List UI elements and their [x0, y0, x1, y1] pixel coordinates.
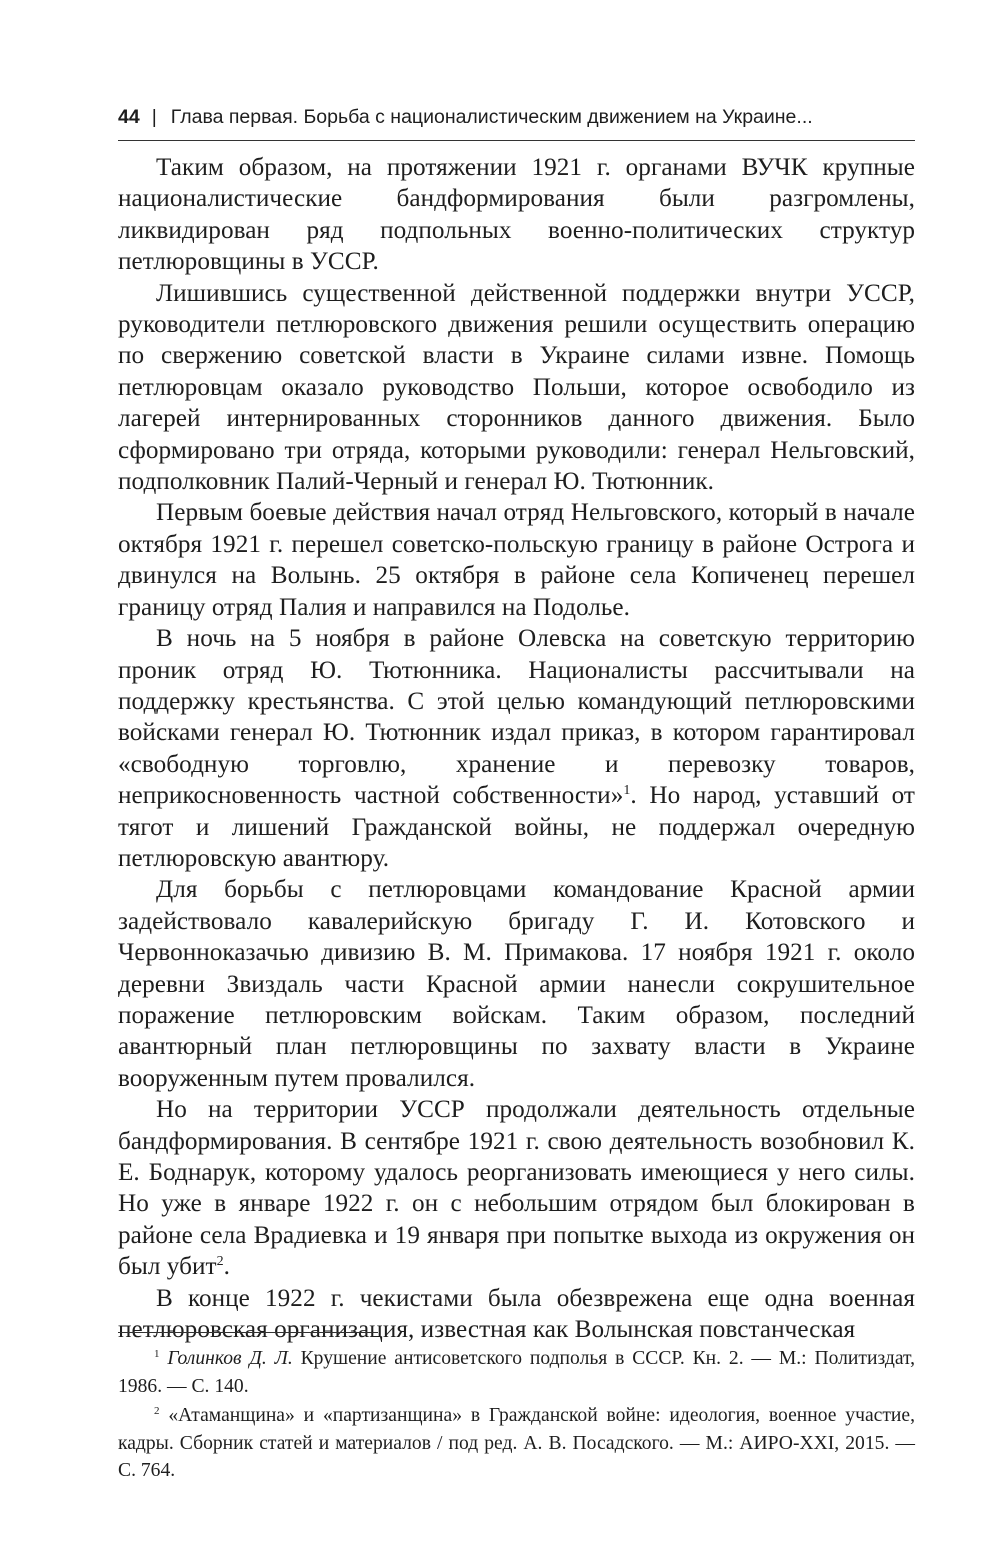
paragraph: Лишившись существенной действенной поддержки внутри УССР, руководители петлюровского движения решили осуществить операцию по свержению советской власти в Украине силами извне. Помощь петлюровцам оказало руководство Польши, которое освободило из лагерей интернированных сторонников данного движения. Было сформировано три отряда, которыми руководили: генерал Нельговский, подполковник Палий-Черный и генерал Ю. Тютюнник. — [118, 279, 915, 496]
footnotes — [118, 1345, 915, 1485]
paragraph: В ночь на 5 ноября в районе Олевска на советскую территорию проник отряд Ю. Тютюнника. Националисты рассчитывали на поддержку крестьянства. С этой целью командующий петлюровскими войсками генерал Ю. Тютюнник издал приказ, в котором гарантировал «свободную торговлю, хранение и перевозку товаров, неприкосновенность частной собственности»$^1$. Но народ, уставший от тягот и лишений Гражданской войны, не поддержал очередную петлюровскую авантюру. — [118, 625, 915, 872]
paragraph: Но на территории УССР продолжали деятельность отдельные бандформирования. В сентябре 1921 г. свою деятельность возобновил К. Е. Боднарук, которому удалось реорганизовать имеющиеся у него силы. Но уже в январе 1922 г. он с небольшим отрядом был блокирован в районе села Врадиевка и 19 января при попытке выхода из окружения он был убит$^2$. — [118, 1096, 915, 1281]
footnote-marker: 1 — [154, 1348, 160, 1360]
paragraph: Для борьбы с петлюровцами командование Красной армии задействовало кавалерийскую бригаду Г. И. Котовского и Червонноказачью дивизию В. М. Примакова. 17 ноября 1921 г. около деревни Звиздаль части Красной армии нанесли сокрушительное поражение петлюровским войскам. Таким образом, последний авантюрный план петлюровщины по захвату власти в Украине вооруженным путем провалился. — [118, 876, 915, 1092]
footnote-divider — [118, 1332, 378, 1333]
header-separator: | — [151, 106, 157, 128]
footnote: $^1$ Голинков Д. Л. Крушение антисоветского подполья в СССР. Кн. 2. — М.: Политиздат, 1986. — С. 140. — [118, 1348, 915, 1397]
footnote: $^2$ «Атаманщина» и «партизанщина» в Гражданской войне: идеология, военное участие, кадры. Сборник статей и материалов / под ред. А. В. Посадского. — М.: АИРО-XXI, 2015. — С. 764. — [118, 1405, 915, 1481]
paragraph: Таким образом, на протяжении 1921 г. органами ВУЧК крупные националистические бандформирования были разгромлены, ликвидирован ряд подпольных военно-политических структур петлюровщины в УССР. — [118, 154, 915, 276]
page-number: 44 — [118, 106, 140, 128]
running-title: Глава первая. Борьба с националистическим движением на Украине... — [170, 106, 813, 128]
footnote-ref: 1 — [623, 783, 631, 799]
footnote-ref: 2 — [216, 1254, 224, 1270]
paragraph: В конце 1922 г. чекистами была обезврежена еще одна военная петлюровская организация, известная как Волынская повстанческая — [118, 1284, 915, 1344]
footnote-author: Голинков Д. Л. — [167, 1348, 293, 1369]
footnote-marker: 2 — [154, 1405, 160, 1417]
body-text — [118, 152, 915, 1345]
paragraph: Первым боевые действия начал отряд Нельговского, который в начале октября 1921 г. перешел советско-польскую границу в районе Острога и двинулся на Волынь. 25 октября в районе села Копиченец перешел границу отряд Палия и направился на Подолье. — [118, 499, 915, 621]
running-header — [118, 100, 915, 141]
